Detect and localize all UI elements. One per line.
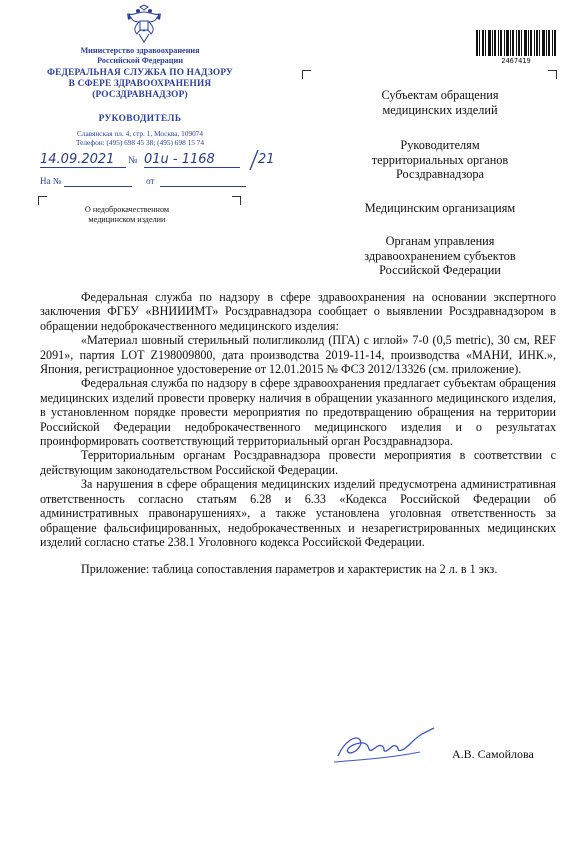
recipient-block xyxy=(322,138,558,182)
corner-mark xyxy=(302,70,311,79)
address-block xyxy=(10,129,270,147)
agency-name xyxy=(10,68,270,101)
barcode-number: 2467419 xyxy=(501,57,531,65)
date-underline xyxy=(40,167,126,168)
subject-line: О недоброкачественном xyxy=(84,205,170,214)
number-underline xyxy=(144,167,240,168)
recipient-block xyxy=(322,201,558,216)
handwritten-number: 01u - 1168 xyxy=(144,152,215,167)
reference-number-line xyxy=(64,186,132,187)
corner-mark xyxy=(232,196,241,205)
attachment-note: Приложение: таблица сопоставления параметров и характеристик на 2 л. в 1 экз. xyxy=(81,562,498,577)
corner-mark xyxy=(38,196,47,205)
body-paragraph: За нарушения в сфере обращения медицинских изделий предусмотрена административная ответственность согласно статьям 6.28 и 6.33 «Кодекса Российской Федерации об административных правонарушениях», а также установлена уголовная ответственность за обращение фальсифицированных, недоброкачественных и незарегистрированных медицинских изделий согласно статье 238.1 Уголовного кодекса Российской Федерации. xyxy=(40,477,556,549)
signatory-name: А.В. Самойлова xyxy=(452,747,534,761)
reference-date-line xyxy=(160,186,246,187)
recipient-line: здравоохранением субъектов xyxy=(364,248,516,263)
ministry-line: Российской Федерации xyxy=(97,55,183,65)
body-paragraph: «Материал шовный стерильный полигликолид (ПГА) с иглой» 7-0 (0,5 metric), 30 см, REF 2091», партия LOT Z198009800, дата производства 2019-11-14, производства «МАНИ, ИНК.», Япония, регистрационное удостоверение от 12.01.2015 № ФСЗ 2012/13326 (см. приложение). xyxy=(40,333,556,377)
reference-date-label: от xyxy=(146,176,155,186)
subject-line: медицинском изделии xyxy=(88,215,166,224)
recipient-line: Росздравнадзора xyxy=(395,167,485,181)
number-sign: № xyxy=(128,155,138,166)
reference-row xyxy=(40,176,61,186)
handwritten-number-suffix: 21 xyxy=(258,152,275,167)
address: Славянская пл. 4, стр. 1, Москва, 109074 xyxy=(76,129,204,138)
barcode-icon xyxy=(476,30,556,56)
letter-body xyxy=(40,290,556,577)
ministry-line: Министерство здравоохранения xyxy=(80,46,200,55)
ministry-name xyxy=(10,46,270,65)
letter-subject xyxy=(42,205,212,225)
coat-of-arms-icon xyxy=(123,4,165,46)
recipient-block xyxy=(322,88,558,117)
head-title: РУКОВОДИТЕЛЬ xyxy=(98,114,182,124)
handwritten-date: 14.09.2021 xyxy=(40,152,115,167)
recipient-line: Медицинским организациям xyxy=(364,201,516,215)
agency-line: В СФЕРЕ ЗДРАВООХРАНЕНИЯ xyxy=(68,79,212,89)
spacer xyxy=(40,549,556,562)
agency-line: (РОСЗДРАВНАДЗОР) xyxy=(92,90,188,100)
recipient-block xyxy=(322,234,558,278)
recipient-line: Органам управления xyxy=(385,234,495,248)
reference-label: На № xyxy=(40,176,62,186)
body-paragraph: Федеральная служба по надзору в сфере здравоохранения предлагает субъектам обращения медицинских изделий провести проверку наличия в обращении указанного медицинского изделия, в установленном порядке провести мероприятия по предотвращению обращения на территории Российской Федерации недоброкачественного медицинского изделия и о результатах проинформировать соответствующий территориальный орган Росздравнадзора. xyxy=(40,376,556,449)
signature-icon xyxy=(330,722,450,772)
recipient-line: Субъектам обращения xyxy=(381,88,499,102)
recipient-line: медицинских изделий xyxy=(382,102,498,117)
body-paragraph: Федеральная служба по надзору в сфере здравоохранения на основании экспертного заключения ФГБУ «ВНИИИМТ» Росздравнадзора сообщает о выявлении Росздравнадзором в обращении недоброкачественного медицинского изделия: xyxy=(40,290,556,333)
corner-mark xyxy=(548,70,557,79)
recipient-line: территориальных органов xyxy=(371,152,509,167)
agency-line: ФЕДЕРАЛЬНАЯ СЛУЖБА ПО НАДЗОРУ xyxy=(46,68,234,78)
recipient-line: Российской Федерации xyxy=(379,263,501,277)
phone: Телефон: (495) 698 45 38; (495) 698 15 74 xyxy=(75,138,204,147)
recipient-line: Руководителям xyxy=(400,138,480,152)
body-paragraph: Территориальным органам Росздравнадзора провести мероприятия в соответствии с действующим законодательством Российской Федерации. xyxy=(40,448,556,477)
